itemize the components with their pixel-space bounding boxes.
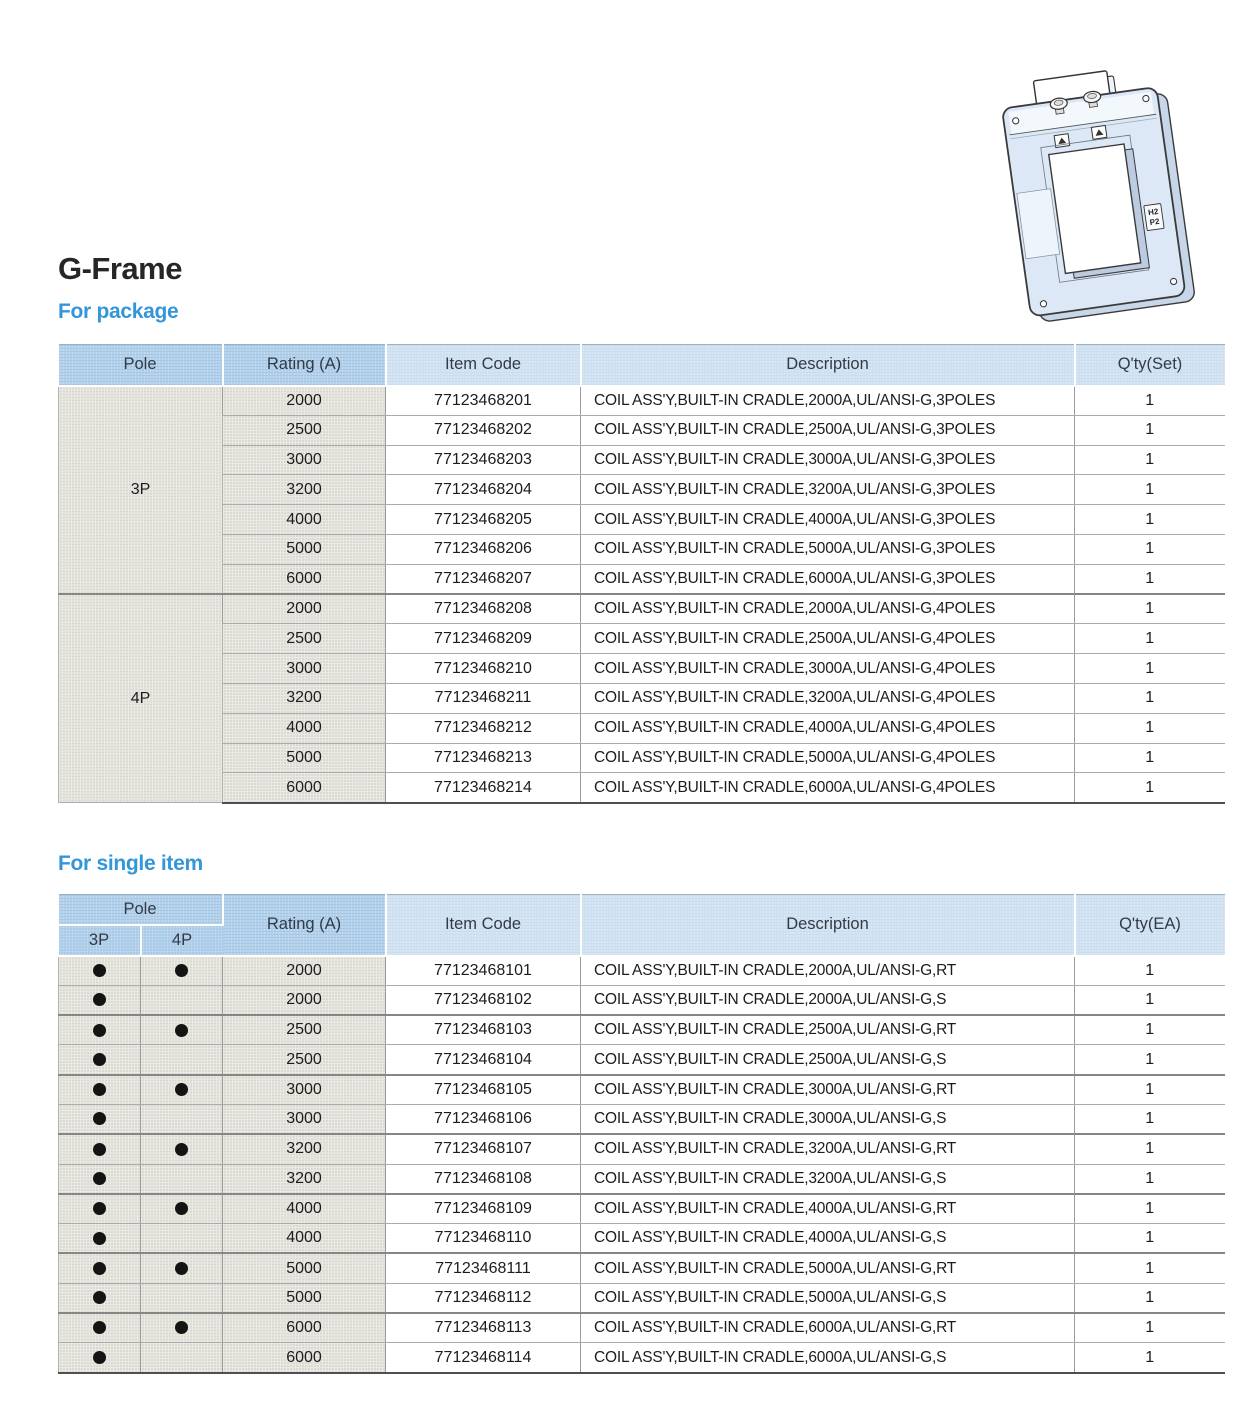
- description-cell: COIL ASS'Y,BUILT-IN CRADLE,5000A,UL/ANSI-G,S: [581, 1283, 1075, 1313]
- pole-3p-dot: [93, 1172, 106, 1185]
- coil-assembly-illustration: [993, 66, 1205, 324]
- rating-cell: 3200: [223, 1164, 386, 1194]
- pole-4p-dot: [175, 1083, 188, 1096]
- rating-cell: 2000: [223, 386, 386, 416]
- pole-3p-dot: [93, 1351, 106, 1364]
- description-cell: COIL ASS'Y,BUILT-IN CRADLE,2000A,UL/ANSI-G,RT: [581, 956, 1075, 986]
- col-header-description: Description: [581, 345, 1075, 386]
- table-row: [59, 505, 1225, 535]
- description-cell: COIL ASS'Y,BUILT-IN CRADLE,2500A,UL/ANSI-G,4POLES: [581, 624, 1075, 654]
- table-row: [59, 1164, 1225, 1194]
- rating-cell: 4000: [223, 713, 386, 743]
- pole-group-cell: 4P: [59, 594, 223, 803]
- pole-4p-cell: [141, 1045, 223, 1075]
- table-row: [59, 1015, 1225, 1045]
- table-row: [59, 683, 1225, 713]
- pole-4p-cell: [141, 1313, 223, 1343]
- description-cell: COIL ASS'Y,BUILT-IN CRADLE,6000A,UL/ANSI-G,RT: [581, 1313, 1075, 1343]
- qty-cell: 1: [1075, 1343, 1225, 1373]
- pole-4p-dot: [175, 964, 188, 977]
- pole-4p-dot: [175, 1262, 188, 1275]
- qty-cell: 1: [1075, 1015, 1225, 1045]
- table-row: [59, 624, 1225, 654]
- col-header-item-code: Item Code: [386, 895, 581, 956]
- rating-cell: 3200: [223, 1134, 386, 1164]
- pole-3p-dot: [93, 1321, 106, 1334]
- description-cell: COIL ASS'Y,BUILT-IN CRADLE,5000A,UL/ANSI-G,RT: [581, 1253, 1075, 1283]
- qty-cell: 1: [1075, 1075, 1225, 1105]
- table-row: [59, 1104, 1225, 1134]
- pole-3p-cell: [59, 1283, 141, 1313]
- pole-3p-dot: [93, 1053, 106, 1066]
- table-row: [59, 445, 1225, 475]
- qty-cell: 1: [1075, 1134, 1225, 1164]
- description-cell: COIL ASS'Y,BUILT-IN CRADLE,4000A,UL/ANSI-G,RT: [581, 1194, 1075, 1224]
- item-code-cell: 77123468103: [386, 1015, 581, 1045]
- qty-cell: 1: [1075, 713, 1225, 743]
- pole-3p-cell: [59, 1015, 141, 1045]
- item-code-cell: 77123468111: [386, 1253, 581, 1283]
- pole-group-cell: 3P: [59, 386, 223, 595]
- item-code-cell: 77123468210: [386, 654, 581, 684]
- rating-cell: 4000: [223, 505, 386, 535]
- pole-3p-dot: [93, 964, 106, 977]
- col-header-pole: Pole: [59, 345, 223, 386]
- pole-3p-dot: [93, 1024, 106, 1037]
- table-row: [59, 1343, 1225, 1373]
- pole-4p-cell: [141, 1194, 223, 1224]
- pole-4p-cell: [141, 956, 223, 986]
- col-subheader-4p: 4P: [141, 925, 223, 956]
- pole-4p-cell: [141, 1075, 223, 1105]
- item-code-cell: 77123468109: [386, 1194, 581, 1224]
- qty-cell: 1: [1075, 956, 1225, 986]
- qty-cell: 1: [1075, 475, 1225, 505]
- item-code-cell: 77123468204: [386, 475, 581, 505]
- rating-cell: 5000: [223, 1253, 386, 1283]
- table-row: [59, 743, 1225, 773]
- qty-cell: 1: [1075, 386, 1225, 416]
- description-cell: COIL ASS'Y,BUILT-IN CRADLE,5000A,UL/ANSI-G,4POLES: [581, 743, 1075, 773]
- pole-3p-cell: [59, 1134, 141, 1164]
- table-row: [59, 985, 1225, 1015]
- rating-cell: 2000: [223, 956, 386, 986]
- description-cell: COIL ASS'Y,BUILT-IN CRADLE,3000A,UL/ANSI-G,RT: [581, 1075, 1075, 1105]
- description-cell: COIL ASS'Y,BUILT-IN CRADLE,4000A,UL/ANSI-G,4POLES: [581, 713, 1075, 743]
- qty-cell: 1: [1075, 445, 1225, 475]
- description-cell: COIL ASS'Y,BUILT-IN CRADLE,2500A,UL/ANSI-G,RT: [581, 1015, 1075, 1045]
- description-cell: COIL ASS'Y,BUILT-IN CRADLE,2000A,UL/ANSI-G,3POLES: [581, 386, 1075, 416]
- table-row: [59, 956, 1225, 986]
- rating-cell: 3000: [223, 1075, 386, 1105]
- qty-cell: 1: [1075, 985, 1225, 1015]
- col-header-rating: Rating (A): [223, 345, 386, 386]
- package-header-row: [59, 345, 1225, 386]
- pole-3p-dot: [93, 1291, 106, 1304]
- qty-cell: 1: [1075, 1224, 1225, 1254]
- col-header-qty-ea: Q'ty(EA): [1075, 895, 1225, 956]
- item-code-cell: 77123468101: [386, 956, 581, 986]
- item-code-cell: 77123468112: [386, 1283, 581, 1313]
- qty-cell: 1: [1075, 773, 1225, 803]
- rating-cell: 4000: [223, 1224, 386, 1254]
- pole-3p-dot: [93, 1112, 106, 1125]
- rating-cell: 2000: [223, 594, 386, 624]
- pole-4p-cell: [141, 1283, 223, 1313]
- item-code-cell: 77123468209: [386, 624, 581, 654]
- table-row: [59, 475, 1225, 505]
- qty-cell: 1: [1075, 594, 1225, 624]
- pole-3p-cell: [59, 1253, 141, 1283]
- pole-3p-cell: [59, 1164, 141, 1194]
- item-code-cell: 77123468106: [386, 1104, 581, 1134]
- rating-cell: 2500: [223, 624, 386, 654]
- description-cell: COIL ASS'Y,BUILT-IN CRADLE,2500A,UL/ANSI-G,S: [581, 1045, 1075, 1075]
- rating-cell: 2500: [223, 415, 386, 445]
- pole-3p-cell: [59, 1194, 141, 1224]
- description-cell: COIL ASS'Y,BUILT-IN CRADLE,3000A,UL/ANSI-G,3POLES: [581, 445, 1075, 475]
- description-cell: COIL ASS'Y,BUILT-IN CRADLE,5000A,UL/ANSI-G,3POLES: [581, 534, 1075, 564]
- qty-cell: 1: [1075, 1194, 1225, 1224]
- qty-cell: 1: [1075, 624, 1225, 654]
- item-code-cell: 77123468104: [386, 1045, 581, 1075]
- description-cell: COIL ASS'Y,BUILT-IN CRADLE,6000A,UL/ANSI-G,4POLES: [581, 773, 1075, 803]
- item-code-cell: 77123468213: [386, 743, 581, 773]
- rating-cell: 3000: [223, 1104, 386, 1134]
- pole-4p-dot: [175, 1143, 188, 1156]
- table-row: [59, 1224, 1225, 1254]
- pole-4p-dot: [175, 1202, 188, 1215]
- table-row: [59, 1075, 1225, 1105]
- table-row: [59, 654, 1225, 684]
- pole-3p-dot: [93, 1143, 106, 1156]
- table-row: [59, 534, 1225, 564]
- qty-cell: 1: [1075, 1104, 1225, 1134]
- table-row: [59, 1313, 1225, 1343]
- rating-cell: 6000: [223, 564, 386, 594]
- table-row: [59, 713, 1225, 743]
- item-code-cell: 77123468208: [386, 594, 581, 624]
- pole-4p-dot: [175, 1321, 188, 1334]
- description-cell: COIL ASS'Y,BUILT-IN CRADLE,6000A,UL/ANSI-G,3POLES: [581, 564, 1075, 594]
- description-cell: COIL ASS'Y,BUILT-IN CRADLE,2000A,UL/ANSI-G,S: [581, 985, 1075, 1015]
- table-row: [59, 1283, 1225, 1313]
- rating-cell: 2500: [223, 1015, 386, 1045]
- description-cell: COIL ASS'Y,BUILT-IN CRADLE,3200A,UL/ANSI-G,3POLES: [581, 475, 1075, 505]
- col-header-description: Description: [581, 895, 1075, 956]
- item-code-cell: 77123468214: [386, 773, 581, 803]
- rating-cell: 2500: [223, 1045, 386, 1075]
- pole-4p-cell: [141, 985, 223, 1015]
- rating-cell: 5000: [223, 743, 386, 773]
- description-cell: COIL ASS'Y,BUILT-IN CRADLE,3200A,UL/ANSI-G,4POLES: [581, 683, 1075, 713]
- item-code-cell: 77123468114: [386, 1343, 581, 1373]
- rating-cell: 3200: [223, 683, 386, 713]
- rating-cell: 3000: [223, 654, 386, 684]
- table-row: [59, 386, 1225, 416]
- package-section-heading: For package: [58, 300, 179, 323]
- rating-cell: 6000: [223, 1313, 386, 1343]
- description-cell: COIL ASS'Y,BUILT-IN CRADLE,3000A,UL/ANSI-G,S: [581, 1104, 1075, 1134]
- description-cell: COIL ASS'Y,BUILT-IN CRADLE,6000A,UL/ANSI-G,S: [581, 1343, 1075, 1373]
- item-code-cell: 77123468203: [386, 445, 581, 475]
- pole-4p-cell: [141, 1104, 223, 1134]
- description-cell: COIL ASS'Y,BUILT-IN CRADLE,3200A,UL/ANSI-G,S: [581, 1164, 1075, 1194]
- rating-cell: 2000: [223, 985, 386, 1015]
- description-cell: COIL ASS'Y,BUILT-IN CRADLE,2000A,UL/ANSI-G,4POLES: [581, 594, 1075, 624]
- rating-cell: 5000: [223, 534, 386, 564]
- item-code-cell: 77123468205: [386, 505, 581, 535]
- table-row: [59, 773, 1225, 803]
- item-code-cell: 77123468113: [386, 1313, 581, 1343]
- col-subheader-3p: 3P: [59, 925, 141, 956]
- item-code-cell: 77123468105: [386, 1075, 581, 1105]
- qty-cell: 1: [1075, 505, 1225, 535]
- single-header-row-1: [59, 895, 1225, 925]
- pole-3p-dot: [93, 1262, 106, 1275]
- table-row: [59, 1045, 1225, 1075]
- pole-4p-cell: [141, 1134, 223, 1164]
- col-header-qty-set: Q'ty(Set): [1075, 345, 1225, 386]
- rating-cell: 3000: [223, 445, 386, 475]
- rating-cell: 3200: [223, 475, 386, 505]
- qty-cell: 1: [1075, 654, 1225, 684]
- item-code-cell: 77123468202: [386, 415, 581, 445]
- item-code-cell: 77123468110: [386, 1224, 581, 1254]
- item-code-cell: 77123468207: [386, 564, 581, 594]
- qty-cell: 1: [1075, 1045, 1225, 1075]
- single-item-table: [58, 894, 1225, 1374]
- qty-cell: 1: [1075, 1164, 1225, 1194]
- pole-4p-dot: [175, 1024, 188, 1037]
- description-cell: COIL ASS'Y,BUILT-IN CRADLE,4000A,UL/ANSI-G,3POLES: [581, 505, 1075, 535]
- table-row: [59, 1194, 1225, 1224]
- pole-4p-cell: [141, 1343, 223, 1373]
- pole-3p-cell: [59, 956, 141, 986]
- qty-cell: 1: [1075, 1283, 1225, 1313]
- pole-3p-cell: [59, 1224, 141, 1254]
- pole-4p-cell: [141, 1015, 223, 1045]
- table-row: [59, 415, 1225, 445]
- qty-cell: 1: [1075, 534, 1225, 564]
- qty-cell: 1: [1075, 564, 1225, 594]
- table-row: [59, 564, 1225, 594]
- qty-cell: 1: [1075, 1313, 1225, 1343]
- pole-3p-cell: [59, 985, 141, 1015]
- table-row: [59, 1134, 1225, 1164]
- qty-cell: 1: [1075, 1253, 1225, 1283]
- qty-cell: 1: [1075, 683, 1225, 713]
- qty-cell: 1: [1075, 415, 1225, 445]
- description-cell: COIL ASS'Y,BUILT-IN CRADLE,4000A,UL/ANSI-G,S: [581, 1224, 1075, 1254]
- pole-4p-cell: [141, 1224, 223, 1254]
- pole-3p-cell: [59, 1075, 141, 1105]
- rating-cell: 6000: [223, 773, 386, 803]
- rating-cell: 4000: [223, 1194, 386, 1224]
- rating-cell: 5000: [223, 1283, 386, 1313]
- page-title: G-Frame: [58, 251, 182, 286]
- pole-4p-cell: [141, 1253, 223, 1283]
- pole-3p-dot: [93, 1232, 106, 1245]
- item-code-cell: 77123468107: [386, 1134, 581, 1164]
- item-code-cell: 77123468102: [386, 985, 581, 1015]
- pole-3p-dot: [93, 1083, 106, 1096]
- pole-3p-cell: [59, 1104, 141, 1134]
- svg-text:H2: H2: [1147, 206, 1159, 218]
- description-cell: COIL ASS'Y,BUILT-IN CRADLE,3200A,UL/ANSI-G,RT: [581, 1134, 1075, 1164]
- item-code-cell: 77123468212: [386, 713, 581, 743]
- col-header-pole: Pole: [59, 895, 223, 925]
- single-section-heading: For single item: [58, 852, 203, 875]
- description-cell: COIL ASS'Y,BUILT-IN CRADLE,2500A,UL/ANSI-G,3POLES: [581, 415, 1075, 445]
- item-code-cell: 77123468211: [386, 683, 581, 713]
- pole-3p-cell: [59, 1313, 141, 1343]
- table-row: [59, 594, 1225, 624]
- item-code-cell: 77123468206: [386, 534, 581, 564]
- rating-cell: 6000: [223, 1343, 386, 1373]
- qty-cell: 1: [1075, 743, 1225, 773]
- pole-3p-cell: [59, 1343, 141, 1373]
- pole-3p-dot: [93, 993, 106, 1006]
- frame-window: [1049, 144, 1141, 273]
- molded-label: [1144, 203, 1164, 230]
- col-header-rating: Rating (A): [223, 895, 386, 956]
- pole-3p-dot: [93, 1202, 106, 1215]
- pole-3p-cell: [59, 1045, 141, 1075]
- package-table: [58, 344, 1225, 804]
- item-code-cell: 77123468201: [386, 386, 581, 416]
- svg-text:P2: P2: [1149, 216, 1161, 228]
- table-row: [59, 1253, 1225, 1283]
- description-cell: COIL ASS'Y,BUILT-IN CRADLE,3000A,UL/ANSI-G,4POLES: [581, 654, 1075, 684]
- col-header-item-code: Item Code: [386, 345, 581, 386]
- item-code-cell: 77123468108: [386, 1164, 581, 1194]
- pole-4p-cell: [141, 1164, 223, 1194]
